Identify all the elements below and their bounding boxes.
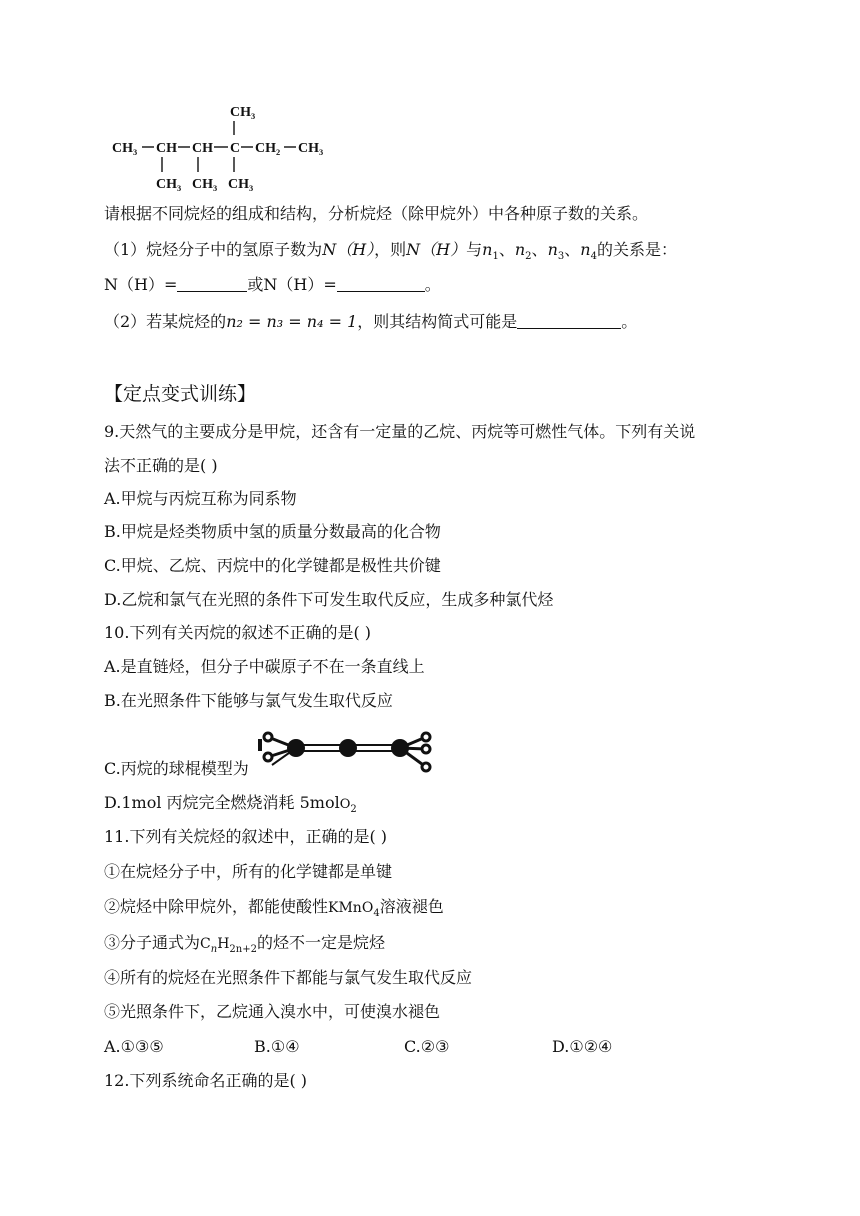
q11-statement-5: ⑤光照条件下，乙烷通入溴水中，可使溴水褪色 bbox=[104, 1002, 441, 1021]
q1-line-2: N（H）= 或N（H）= 。 bbox=[104, 275, 441, 294]
q1-line-1: （1）烷烃分子中的氢原子数为N（H），则N（H）与$n_1$、$n_2$、$n_3$、$n_4$的关系是： bbox=[104, 240, 677, 262]
section-title: 【定点变式训练】 bbox=[104, 383, 257, 405]
formula-chain-3: CH bbox=[192, 141, 213, 156]
formula-branch-2: CH₃ bbox=[192, 177, 218, 192]
q11-option-b: B.①④ bbox=[254, 1037, 300, 1056]
formula-chain-6: CH₃ bbox=[298, 141, 324, 156]
formula-top-ch3: CH₃ bbox=[230, 105, 256, 120]
q11-stem: 11.下列有关烷烃的叙述中，正确的是( ) bbox=[104, 827, 388, 846]
q10-option-c: C.丙烷的球棍模型为 bbox=[104, 759, 249, 778]
answer-blank-1[interactable] bbox=[177, 275, 247, 292]
q11-statement-3: ③分子通式为$C_nH_{2n+2}$的烃不一定是烷烃 bbox=[104, 933, 385, 955]
q11-statement-2: ②烷烃中除甲烷外，都能使酸性KMnO$_4$溶液褪色 bbox=[104, 897, 444, 919]
answer-blank-3[interactable] bbox=[517, 312, 621, 329]
formula-chain-1: CH₃ bbox=[112, 141, 138, 156]
q10-stem: 10.下列有关丙烷的叙述不正确的是( ) bbox=[104, 623, 372, 642]
formula-chain-4: C bbox=[230, 141, 241, 156]
q9-option-a: A.甲烷与丙烷互称为同系物 bbox=[104, 489, 297, 508]
q11-option-a: A.①③⑤ bbox=[104, 1037, 164, 1056]
formula-chain-5: CH₂ bbox=[255, 141, 281, 156]
q11-statement-4: ④所有的烷烃在光照条件下都能与氯气发生取代反应 bbox=[104, 968, 473, 987]
formula-branch-1: CH₃ bbox=[156, 177, 182, 192]
q9-option-c: C.甲烷、乙烷、丙烷中的化学键都是极性共价键 bbox=[104, 556, 441, 575]
q9-option-d: D.乙烷和氯气在光照的条件下可发生取代反应，生成多种氯代烃 bbox=[104, 590, 554, 609]
q11-option-d: D.①②④ bbox=[552, 1037, 613, 1056]
q9-stem-2: 法不正确的是( ) bbox=[104, 456, 218, 475]
q9-option-b: B.甲烷是烃类物质中氢的质量分数最高的化合物 bbox=[104, 522, 441, 541]
q12-stem: 12.下列系统命名正确的是( ) bbox=[104, 1071, 308, 1090]
structural-formula bbox=[110, 100, 340, 195]
propane-ball-stick-model bbox=[254, 725, 436, 777]
q11-options bbox=[104, 1036, 612, 1058]
q11-statement-1: ①在烷烃分子中，所有的化学键都是单键 bbox=[104, 862, 393, 881]
q10-option-d: D.1mol 丙烷完全燃烧消耗 5molO$_2$ bbox=[104, 793, 357, 815]
q10-option-a: A.是直链烃，但分子中碳原子不在一条直线上 bbox=[104, 657, 425, 676]
q9-stem-1: 9.天然气的主要成分是甲烷，还含有一定量的乙烷、丙烷等可燃性气体。下列有关说 bbox=[104, 422, 696, 441]
answer-blank-2[interactable] bbox=[337, 275, 425, 292]
formula-chain-2: CH bbox=[156, 141, 177, 156]
intro-text: 请根据不同烷烃的组成和结构，分析烷烃（除甲烷外）中各种原子数的关系。 bbox=[104, 204, 649, 223]
formula-branch-3: CH₃ bbox=[228, 177, 254, 192]
q2-line: （2）若某烷烃的n₂ = n₃ = n₄ = 1，则其结构简式可能是 。 bbox=[104, 312, 638, 331]
q11-option-c: C.②③ bbox=[404, 1037, 450, 1056]
q10-option-b: B.在光照条件下能够与氯气发生取代反应 bbox=[104, 691, 393, 710]
